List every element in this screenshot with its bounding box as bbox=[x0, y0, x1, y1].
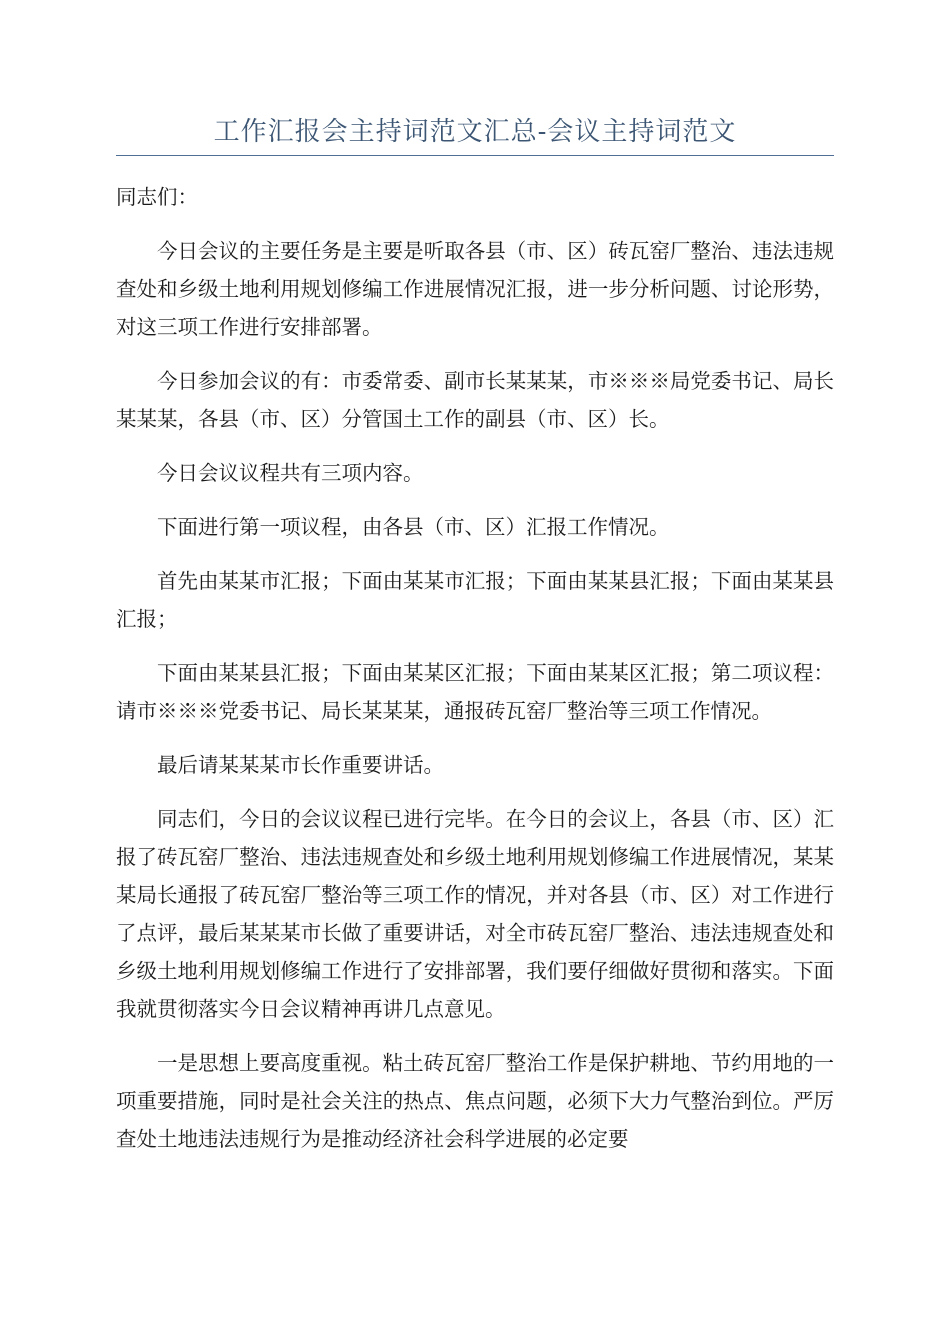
paragraph: 今日会议的主要任务是主要是听取各县（市、区）砖瓦窑厂整治、违法违规查处和乡级土地利用规划修编工作进展情况汇报，进一步分析问题、讨论形势，对这三项工作进行安排部署。 bbox=[116, 239, 834, 339]
paragraph: 今日参加会议的有：市委常委、副市长某某某，市※※※局党委书记、局长某某某，各县（市、区）分管国土工作的副县（市、区）长。 bbox=[116, 369, 834, 431]
paragraph: 最后请某某某市长作重要讲话。 bbox=[157, 753, 444, 777]
paragraph: 今日会议议程共有三项内容。 bbox=[157, 461, 424, 485]
salutation: 同志们： bbox=[116, 185, 198, 209]
paragraph: 下面进行第一项议程，由各县（市、区）汇报工作情况。 bbox=[157, 515, 670, 539]
document-body bbox=[116, 178, 834, 1174]
paragraph: 一是思想上要高度重视。粘土砖瓦窑厂整治工作是保护耕地、节约用地的一项重要措施，同时是社会关注的热点、焦点问题，必须下大力气整治到位。严厉查处土地违法违规行为是推动经济社会科学进展的必定要 bbox=[116, 1051, 834, 1151]
paragraph: 下面由某某县汇报；下面由某某区汇报；下面由某某区汇报；第二项议程：请市※※※党委书记、局长某某某，通报砖瓦窑厂整治等三项工作情况。 bbox=[116, 661, 834, 723]
paragraph: 首先由某某市汇报；下面由某某市汇报；下面由某某县汇报；下面由某某县汇报； bbox=[116, 569, 834, 631]
document-title: 工作汇报会主持词范文汇总-会议主持词范文 bbox=[213, 117, 737, 147]
paragraph: 同志们，今日的会议议程已进行完毕。在今日的会议上，各县（市、区）汇报了砖瓦窑厂整治、违法违规查处和乡级土地利用规划修编工作进展情况，某某某局长通报了砖瓦窑厂整治等三项工作的情况，并对各县（市、区）对工作进行了点评，最后某某某市长做了重要讲话，对全市砖瓦窑厂整治、违法违规查处和乡级土地利用规划修编工作进行了安排部署，我们要仔细做好贯彻和落实。下面我就贯彻落实今日会议精神再讲几点意见。 bbox=[116, 807, 834, 1021]
title-underline bbox=[116, 155, 834, 156]
